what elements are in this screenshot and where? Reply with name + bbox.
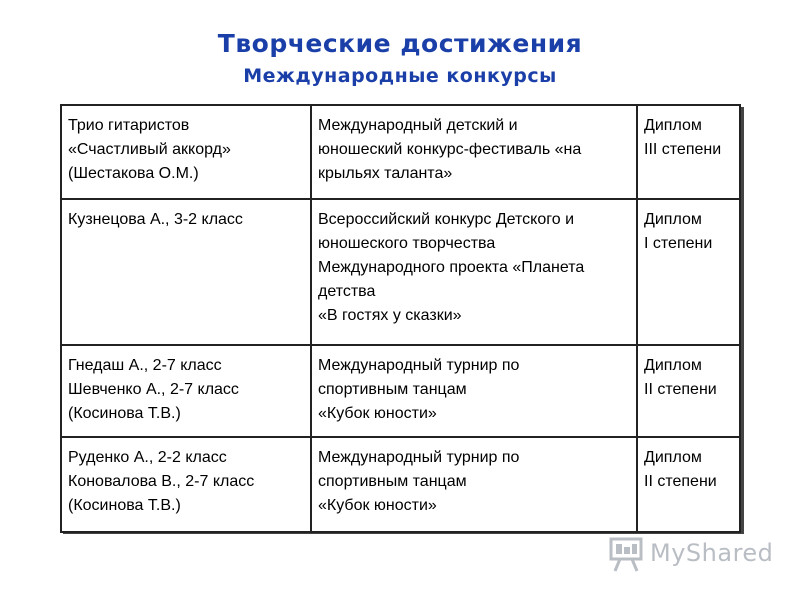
presentation-board-icon: [608, 535, 644, 575]
participant-cell: Руденко А., 2-2 класс Коновалова В., 2-7 класс (Косинова Т.В.): [61, 437, 311, 532]
contest-cell: Международный детский и юношеский конкурс-фестиваль «на крыльях таланта»: [311, 105, 637, 199]
participant-cell: Гнедаш А., 2-7 класс Шевченко А., 2-7 класс (Косинова Т.В.): [61, 345, 311, 437]
watermark-logo: [608, 535, 774, 575]
contest-cell: Международный турнир по спортивным танцам «Кубок юности»: [311, 437, 637, 532]
result-cell: Диплом I степени: [637, 199, 740, 345]
watermark-text: MyShared: [650, 539, 774, 567]
achievements-table-container: [60, 104, 741, 531]
result-cell: Диплом II степени: [637, 345, 740, 437]
contest-cell: Международный турнир по спортивным танцам «Кубок юности»: [311, 345, 637, 437]
page-subtitle: Международные конкурсы: [243, 65, 557, 87]
contest-cell: Всероссийский конкурс Детского и юношеского творчества Международного проекта «Планета детства «В гостях у сказки»: [311, 199, 637, 345]
participant-cell: Трио гитаристов «Счастливый аккорд» (Шестакова О.М.): [61, 105, 311, 199]
table-row: [61, 345, 740, 437]
table-row: [61, 105, 740, 199]
result-cell: Диплом III степени: [637, 105, 740, 199]
achievements-table: [60, 104, 741, 533]
page-title: Творческие достижения: [217, 29, 583, 58]
table-row: [61, 437, 740, 532]
result-cell: Диплом II степени: [637, 437, 740, 532]
table-row: [61, 199, 740, 345]
participant-cell: Кузнецова А., 3-2 класс: [61, 199, 311, 345]
